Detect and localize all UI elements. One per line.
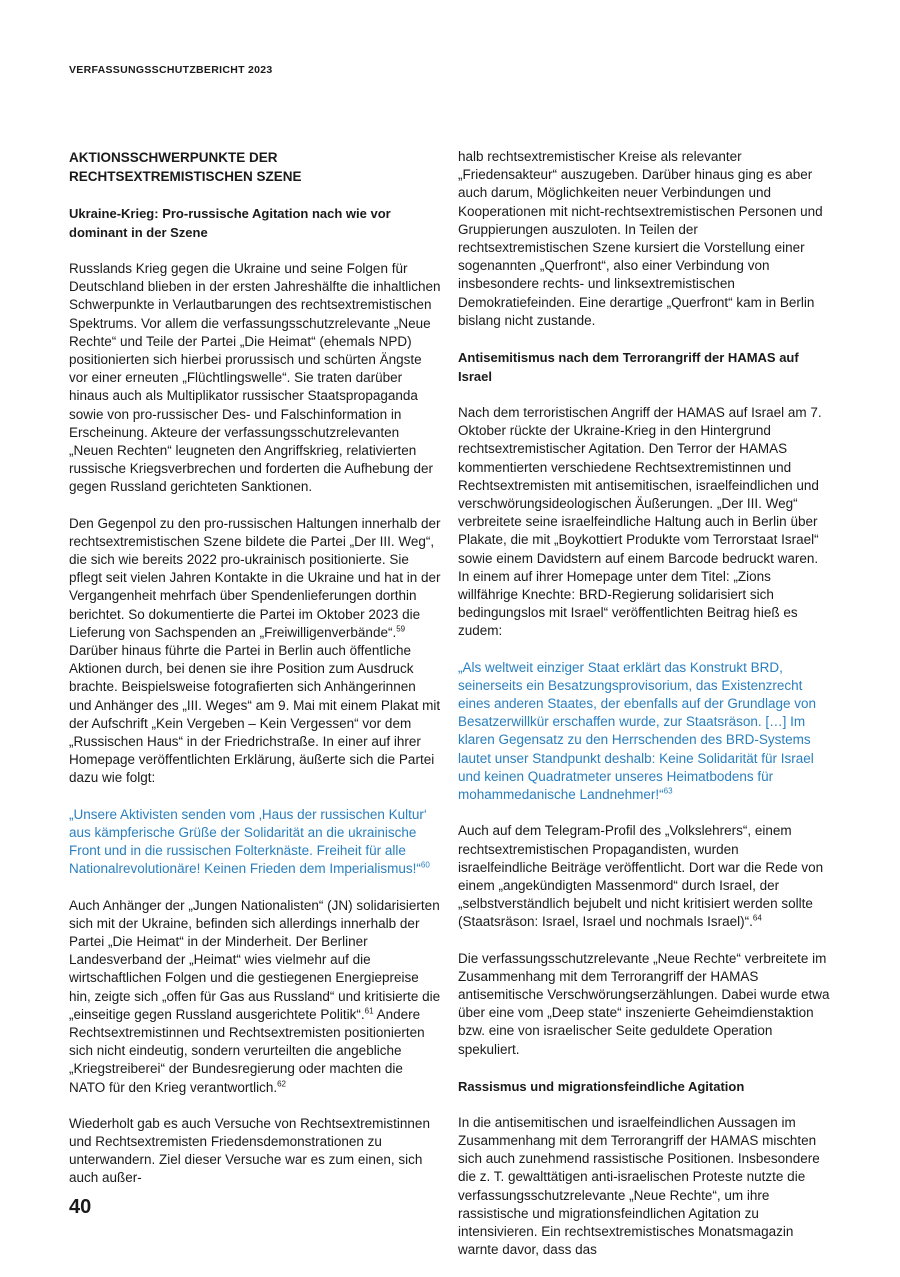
paragraph: Wiederholt gab es auch Versuche von Rechtsextremistinnen und Rechtsextremisten Friedensdemonstrationen zu unterwandern. Ziel dieser Versuche war es zum einen, sich auch außer- <box>69 1115 430 1186</box>
footnote-ref[interactable]: 64 <box>752 913 762 923</box>
paragraph <box>69 515 441 788</box>
paragraph: In die antisemitischen und israelfeindlichen Aussagen im Zusammenhang mit dem Terrorangriff der HAMAS mischten sich auch zunehmend rassistische Positionen. Insbesondere die z. T. gewalttätigen anti-israelischen Proteste nutzte die verfassungsschutzrelevante „Neue Rechte“, um ihre rassistische und migrationsfeindlichen Agitation zu intensivieren. Ein rechtsextremistisches Monatsmagazin warnte davor, dass das <box>458 1114 820 1258</box>
running-header: VERFASSUNGSSCHUTZBERICHT 2023 <box>69 64 273 76</box>
paragraph: Die verfassungsschutzrelevante „Neue Rechte“ verbreitete im Zusammenhang mit dem Terrorangriff der HAMAS antisemitische Verschwörungserzählungen. Dabei wurde etwa über eine vom „Deep state“ inszenierte Geheimdienstaktion bzw. eine von israelischer Seite geduldete Operation spekuliert. <box>458 950 830 1057</box>
footnote-ref[interactable]: 60 <box>420 860 430 870</box>
paragraph-text: Darüber hinaus führte die Partei in Berlin auch öffentliche Aktionen durch, bei denen sie ihre Position zum Ausdruck brachte. Beispielsweise fotografierten sich Anhängerinnen und Anhänger des „III. Weges“ am 9. Mai mit einem Plakat mit der Aufschrift „Kein Vergeben – Kein Vergessen“ vor dem „Russischen Haus“ in der Friedrichstraße. In einer auf ihrer Homepage veröffentlichten Erklärung, äußerte sich die Partei dazu wie folgt: <box>69 643 441 786</box>
paragraph <box>458 822 830 931</box>
paragraph: Nach dem terroristischen Angriff der HAMAS auf Israel am 7. Oktober rückte der Ukraine-Krieg in den Hintergrund rechtsextremistischer Agitation. Den Terror der HAMAS kommentierten verschiedene Rechtsextremistinnen und Rechtsextremisten mit antisemitischen, israelfeindlichen und verschwörungsideologischen Äußerungen. „Der III. Weg“ verbreitete seine israelfeindliche Haltung auch in Berlin über Plakate, die mit „Boykottiert Produkte vom Terrorstaat Israel“ sowie einem Davidstern auf einem Barcode bedruckt waren. In einem auf ihrer Homepage unter dem Titel: „Zions willfährige Knechte: BRD-Regierung solidarisiert sich bedingungslos mit Israel“ veröffentlichten Beitrag hieß es zudem: <box>458 405 822 639</box>
page-number: 40 <box>69 1196 92 1218</box>
quote-text: „Als weltweit einziger Staat erklärt das Konstrukt BRD, seinerseits ein Besatzungsprovisorium, das Existenzrecht eines anderen Staates, der ebenfalls auf der Grundlage von Besatzerwillkür erschaffen wurde, zur Staatsräson. […] Im klaren Gegensatz zu den Herrschenden des BRD-Systems lautet unser Standpunkt deshalb: Keine Solidarität für Israel und keinen Quadratmeter unseres Heimatbodens für mohammedanische Landnehmer!“ <box>458 659 816 803</box>
footnote-ref[interactable]: 63 <box>663 786 673 796</box>
block-quote <box>458 659 830 805</box>
paragraph-text: Den Gegenpol zu den pro-russischen Haltungen innerhalb der rechtsextremistischen Szene bildete die Partei „Der III. Weg“, die sich wie bereits 2022 pro-ukrainisch positionierte. Sie pflegt seit vielen Jahren Kontakte in die Ukraine und hat in der Vergangenheit mehrfach über Spendenlieferungen dorthin berichtet. So dokumentierte die Partei im Oktober 2023 die Lieferung von Sachspenden an „Freiwilligenverbände“. <box>69 515 441 640</box>
paragraph-text: Auch auf dem Telegram-Profil des „Volkslehrers“, einem rechtsextremistischen Propagandisten, wurden israelfeindliche Beiträge veröffentlicht. Dort war die Rede von einem „angekündigten Massenmord“ durch Israel, der „selbstverständlich bejubelt und nicht kritisiert werden sollte (Staatsräson: Israel, Israel und nochmals Israel)“. <box>458 823 824 930</box>
paragraph: Russlands Krieg gegen die Ukraine und seine Folgen für Deutschland blieben in der ersten Jahreshälfte die inhaltlichen Schwerpunkte in Verlautbarungen des rechtsextremistischen Spektrums. Vor allem die verfassungsschutzrelevante „Neue Rechte“ und Teile der Partei „Die Heimat“ (ehemals NPD) positionierten sich hierbei prorussisch und schürten Ängste vor einer erneuten „Flüchtlingswelle“. Sie traten darüber hinaus auch als Multiplikator russischer Staatspropaganda sowie von pro-russischer Des- und Falschinformation in Erscheinung. Akteure der verfassungsschutzrelevanten „Neuen Rechten“ leugneten den Angriffskrieg, relativierten russische Kriegsverbrechen und forderten die Aufhebung der gegen Russland gerichteten Sanktionen. <box>69 261 441 495</box>
subhead-antisemitismus: Antisemitismus nach dem Terrorangriff der HAMAS auf Israel <box>458 350 799 385</box>
footnote-ref[interactable]: 61 <box>364 1006 374 1016</box>
paragraph <box>69 897 441 1097</box>
footnote-ref[interactable]: 59 <box>396 624 406 634</box>
section-title: AKTIONSSCHWERPUNKTE DER RECHTSEXTREMISTISCHEN SZENE <box>69 150 302 184</box>
subhead-rassismus: Rassismus und migrationsfeindliche Agitation <box>458 1078 745 1094</box>
left-column <box>69 148 441 1206</box>
footnote-ref[interactable]: 62 <box>277 1079 286 1089</box>
block-quote <box>69 806 441 879</box>
quote-text: „Unsere Aktivisten senden vom ‚Haus der russischen Kultur‘ aus kämpferische Grüße der Solidarität an die ukrainische Front und in die russischen Folterknäste. Freiheit für alle Nationalrevolutionäre! Keinen Frieden dem Imperialismus!“ <box>69 806 427 877</box>
paragraph-text: Andere Rechtsextremistinnen und Rechtsextremisten positionierten sich nicht eindeutig, sondern verurteilten die angebliche „Kriegstreiberei“ der Bundesregierung oder machten die NATO für den Krieg verantwortlich. <box>69 1006 425 1095</box>
paragraph-text: Auch Anhänger der „Jungen Nationalisten“ (JN) solidarisierten sich mit der Ukraine, befinden sich allerdings innerhalb der Partei „Die Heimat“ in der Minderheit. Der Berliner Landesverband der „Heimat“ wies vielmehr auf die wirtschaftlichen Folgen und die gestiegenen Energiepreise hin, zeigte sich „offen für Gas aus Russland“ und kritisierte die „einseitige gegen Russland ausgerichtete Politik“. <box>69 897 441 1022</box>
paragraph: halb rechtsextremistischer Kreise als relevanter „Friedensakteur“ auszugeben. Darüber hinaus ging es aber auch darum, Möglichkeiten neuer Verbindungen und Kooperationen mit nicht-rechtsextremistischen Personen und Gruppierungen auszuloten. In Teilen der rechtsextremistischen Szene kursiert die Vorstellung einer sogenannten „Querfront“, also einer Verbindung von insbesondere rechts- und linksextremistischen Demokratiefeinden. Eine derartige „Querfront“ kam in Berlin bislang nicht zustande. <box>458 149 823 328</box>
right-column <box>458 148 830 1277</box>
subhead-ukraine: Ukraine-Krieg: Pro-russische Agitation nach wie vor dominant in der Szene <box>69 206 391 240</box>
